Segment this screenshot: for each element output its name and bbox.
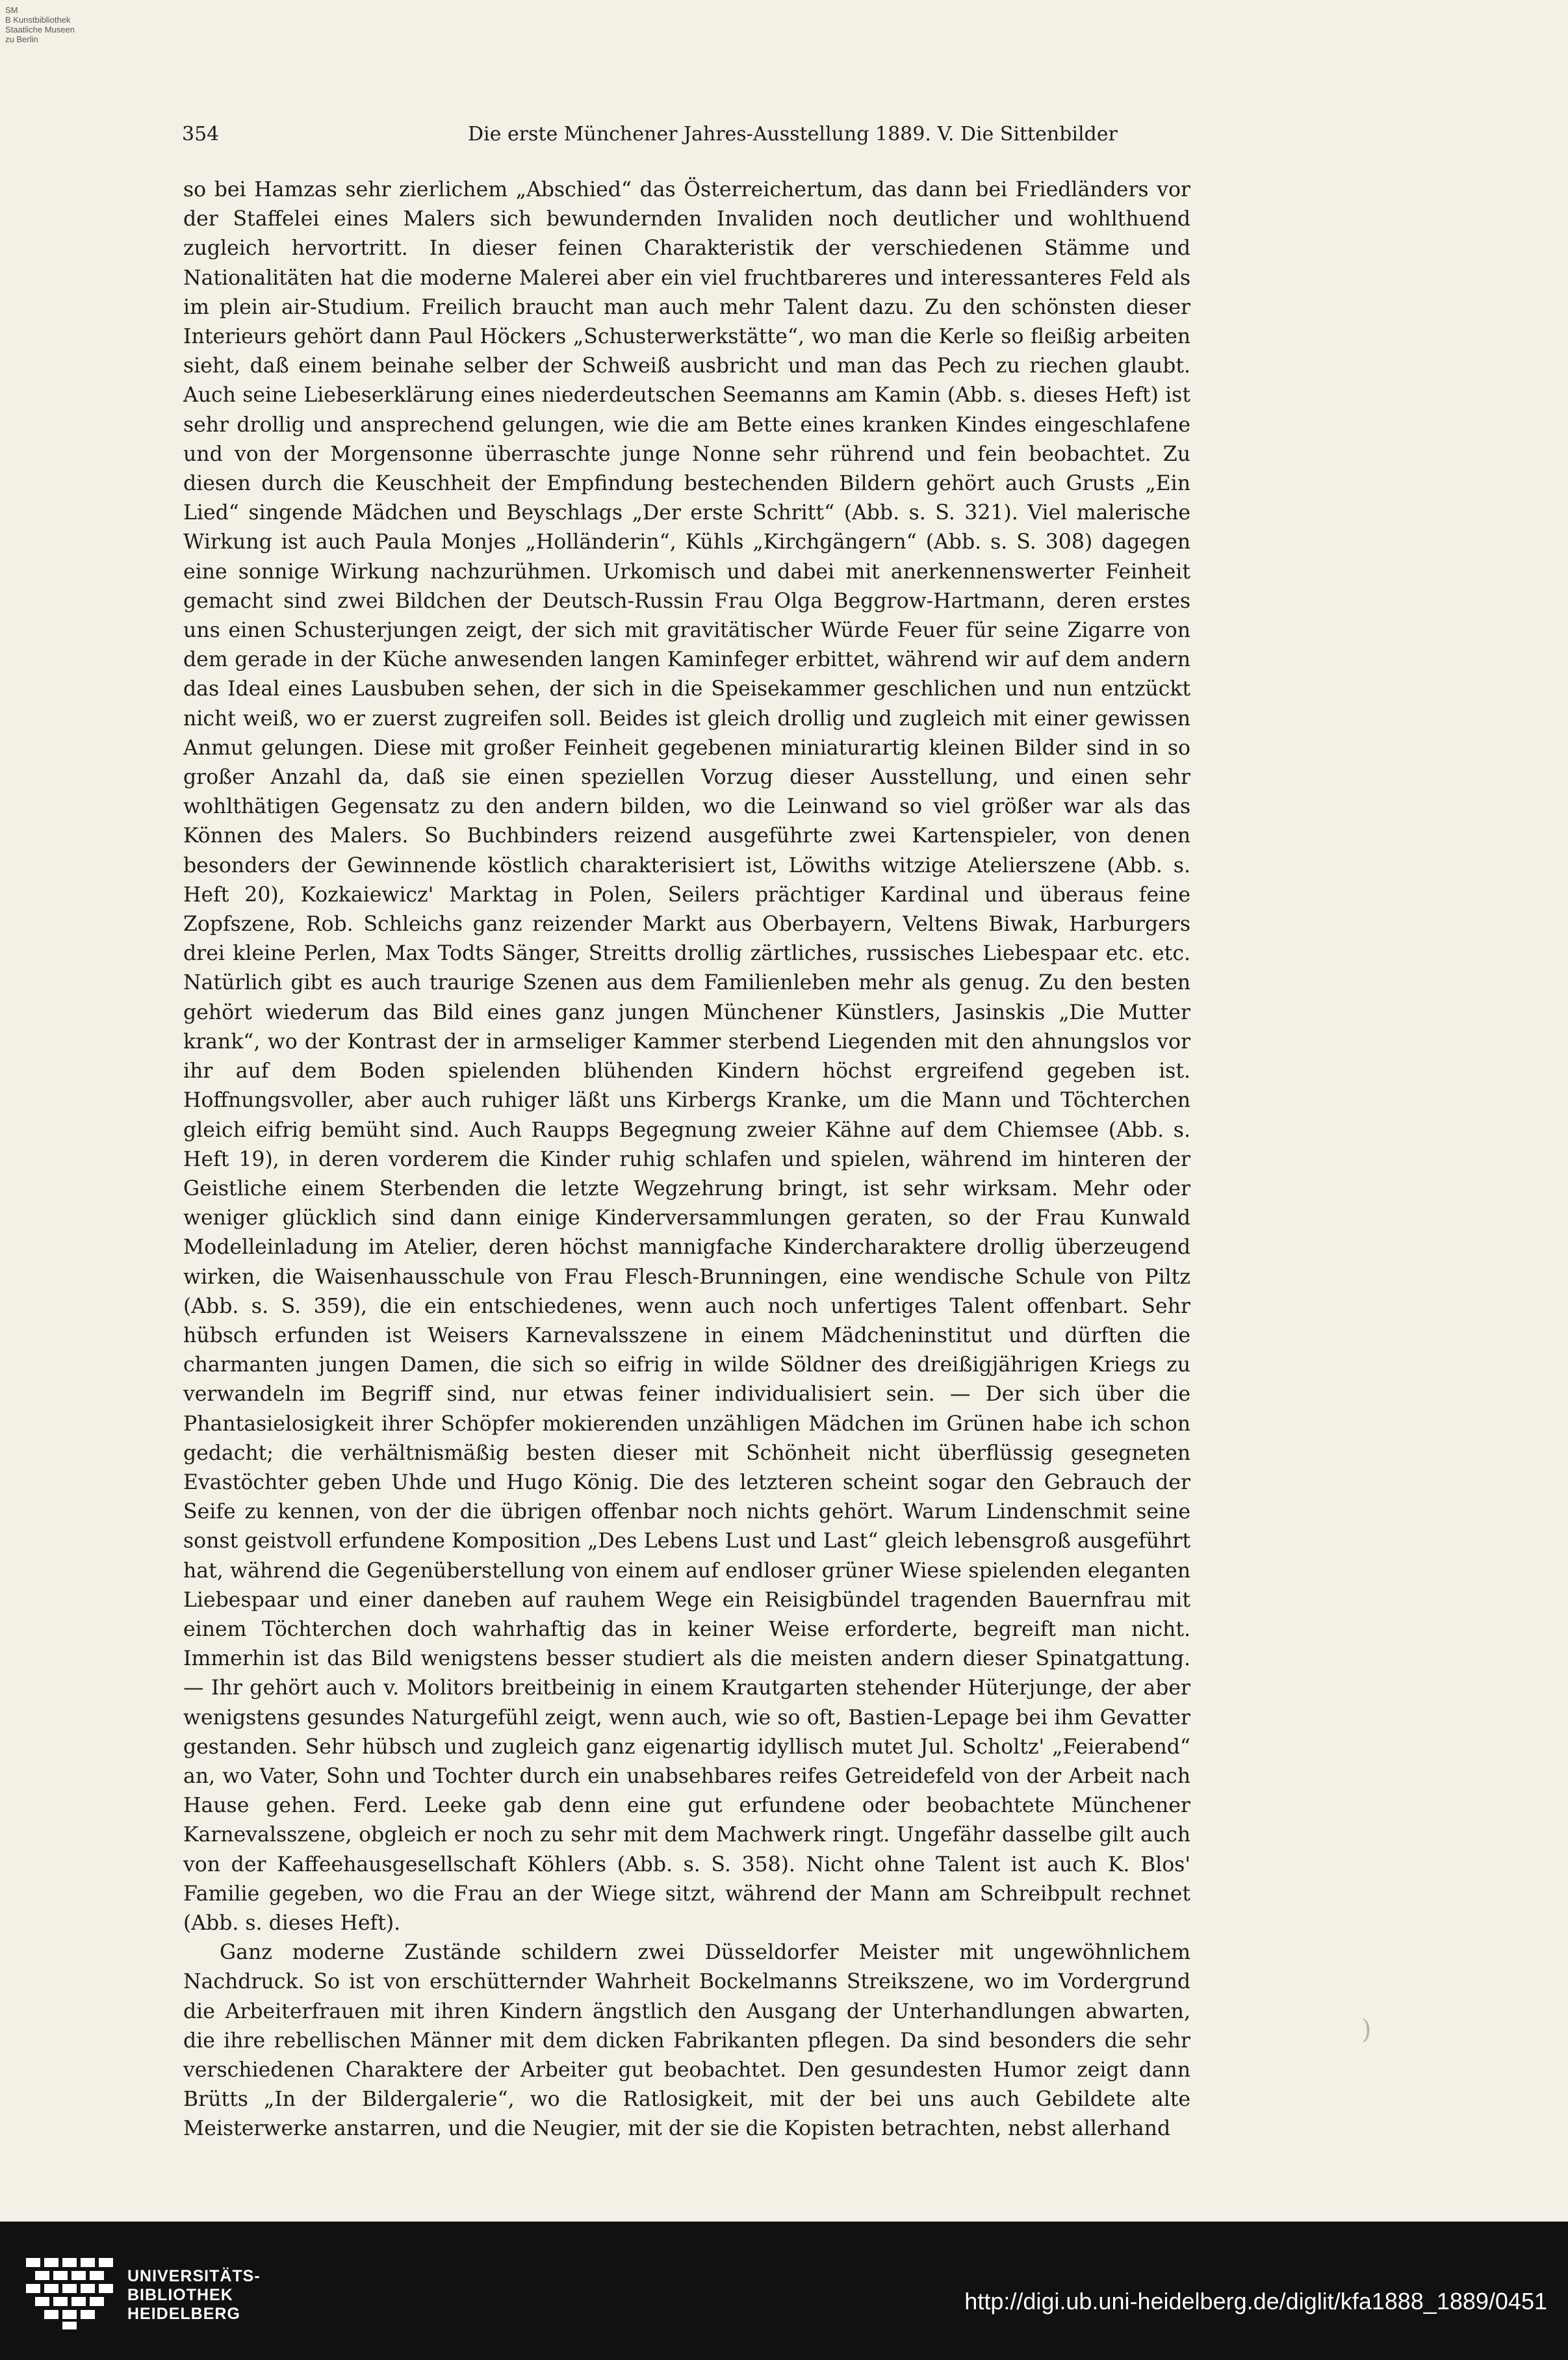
museum-stamp: [5, 5, 75, 44]
running-head: Die erste Münchener Jahres-Ausstellung 1889. V. Die Sittenbilder: [468, 123, 1118, 146]
margin-mark: ): [1361, 2015, 1372, 2045]
library-name-line: UNIVERSITÄTS-: [127, 2267, 261, 2285]
footer-bar: [0, 2222, 1568, 2360]
source-url-link[interactable]: http://digi.ub.uni-heidelberg.de/diglit/kfa1888_1889/0451: [964, 2288, 1547, 2315]
library-name-line: HEIDELBERG: [127, 2305, 240, 2323]
library-name: [127, 2267, 261, 2324]
paragraph: so bei Hamzas sehr zierlichem „Abschied“ das Österreichertum, das dann bei Friedländers vor der Staffelei eines Malers sich bewundernden Invaliden noch deutlicher und wohlthuend zugleich hervortritt. In dieser feinen Charakteristik der verschiedenen Stämme und Nationalitäten hat die moderne Malerei aber ein viel fruchtbareres und interessanteres Feld als im plein air-Studium. Freilich braucht man auch mehr Talent dazu. Zu den schönsten dieser Interieurs gehört dann Paul Höckers „Schusterwerkstätte“, wo man die Kerle so fleißig arbeiten sieht, daß einem beinahe selber der Schweiß ausbricht und man das Pech zu riechen glaubt. Auch seine Liebeserklärung eines niederdeutschen Seemanns am Kamin (Abb. s. dieses Heft) ist sehr drollig und ansprechend gelungen, wie die am Bette eines kranken Kindes eingeschlafene und von der Morgensonne überraschte junge Nonne sehr rührend und fein beobachtet. Zu diesen durch die Keuschheit der Empfindung bestechenden Bildern gehört auch Grusts „Ein Lied“ singende Mädchen und Beyschlags „Der erste Schritt“ (Abb. s. S. 321). Viel malerische Wirkung ist auch Paula Monjes „Holländerin“, Kühls „Kirchgängern“ (Abb. s. S. 308) dagegen eine sonnige Wirkung nachzurühmen. Urkomisch und dabei mit anerkennenswerter Feinheit gemacht sind zwei Bildchen der Deutsch-Russin Frau Olga Beggrow-Hartmann, deren erstes uns einen Schusterjungen zeigt, der sich mit gravitätischer Würde Feuer für seine Zigarre von dem gerade in der Küche anwesenden langen Kaminfeger erbittet, während wir auf dem andern das Ideal eines Lausbuben sehen, der sich in die Speisekammer geschlichen und nun entzückt nicht weiß, wo er zuerst zugreifen soll. Beides ist gleich drollig und zugleich mit einer gewissen Anmut gelungen. Diese mit großer Feinheit gegebenen miniaturartig kleinen Bilder sind in so großer Anzahl da, daß sie einen speziellen Vorzug dieser Ausstellung, und einen sehr wohlthätigen Gegensatz zu den andern bilden, wo die Leinwand so viel größer war als das Können des Malers. So Buchbinders reizend ausgeführte zwei Kartenspieler, von denen besonders der Gewinnende köstlich charakterisiert ist, Löwiths witzige Atelierszene (Abb. s. Heft 20), Kozkaiewicz' Marktag in Polen, Seilers prächtiger Kardinal und überaus feine Zopfszene, Rob. Schleichs ganz reizender Markt aus Oberbayern, Veltens Biwak, Harburgers drei kleine Perlen, Max Todts Sänger, Streitts drollig zärtliches, russisches Liebespaar etc. etc. Natürlich gibt es auch traurige Szenen aus dem Familienleben mehr als genug. Zu den besten gehört wiederum das Bild eines ganz jungen Münchener Künstlers, Jasinskis „Die Mutter krank“, wo der Kontrast der in armseliger Kammer sterbend Liegenden mit den ahnungslos vor ihr auf dem Boden spielenden blühenden Kindern höchst ergreifend gegeben ist. Hoffnungsvoller, aber auch ruhiger läßt uns Kirbergs Kranke, um die Mann und Töchterchen gleich eifrig bemüht sind. Auch Raupps Begegnung zweier Kähne auf dem Chiemsee (Abb. s. Heft 19), in deren vorderem die Kinder ruhig schlafen und spielen, während im hinteren der Geistliche einem Sterbenden die letzte Wegzehrung bringt, ist sehr wirksam. Mehr oder weniger glücklich sind dann einige Kinderversammlungen geraten, so der Frau Kunwald Modelleinladung im Atelier, deren höchst mannigfache Kindercharaktere drollig überzeugend wirken, die Waisenhausschule von Frau Flesch-Brunningen, eine wendische Schule von Piltz (Abb. s. S. 359), die ein entschiedenes, wenn auch noch unfertiges Talent offenbart. Sehr hübsch erfunden ist Weisers Karnevalsszene in einem Mädcheninstitut und dürften die charmanten jungen Damen, die sich so eifrig in wilde Söldner des dreißigjährigen Kriegs zu verwandeln im Begriff sind, nur etwas feiner individualisiert sein. — Der sich über die Phantasielosigkeit ihrer Schöpfer mokierenden unzähligen Mädchen im Grünen habe ich schon gedacht; die verhältnismäßig besten dieser mit Schönheit nicht überflüssig gesegneten Evastöchter geben Uhde und Hugo König. Die des letzteren scheint sogar den Gebrauch der Seife zu kennen, von der die übrigen offenbar noch nichts gehört. Warum Lindenschmit seine sonst geistvoll erfundene Komposition „Des Lebens Lust und Last“ gleich lebensgroß ausgeführt hat, während die Gegenüberstellung von einem auf endloser grüner Wiese spielenden eleganten Liebespaar und einer daneben auf rauhem Wege ein Reisigbündel tragenden Bauernfrau mit einem Töchterchen doch wahrhaftig das in keiner Weise erforderte, begreift man nicht. Immerhin ist das Bild wenigstens besser studiert als die meisten andern dieser Spinatgattung. — Ihr gehört auch v. Molitors breitbeinig in einem Krautgarten stehender Hüterjunge, der aber wenigstens gesundes Naturgefühl zeigt, wenn auch, wie so oft, Bastien-Lepage bei ihm Gevatter gestanden. Sehr hübsch und zugleich ganz eigenartig idyllisch mutet Jul. Scholtz' „Feierabend“ an, wo Vater, Sohn und Tochter durch ein unabsehbares reifes Getreidefeld von der Arbeit nach Hause gehen. Ferd. Leeke gab denn eine gut erfundene oder beobachtete Münchener Karnevalsszene, obgleich er noch zu sehr mit dem Machwerk ringt. Ungefähr dasselbe gilt auch von der Kaffeehausgesellschaft Köhlers (Abb. s. S. 358). Nicht ohne Talent ist auch K. Blos' Familie gegeben, wo die Frau an der Wiege sitzt, während der Mann am Schreibpult rechnet (Abb. s. dieses Heft).: [183, 178, 1190, 1935]
stamp-line: SM: [5, 5, 18, 15]
stamp-line: Staatliche Museen: [5, 25, 75, 34]
page-header: [182, 120, 1183, 154]
paragraph: Ganz moderne Zustände schildern zwei Düsseldorfer Meister mit ungewöhnlichem Nachdruck. So ist von erschütternder Wahrheit Bockelmanns Streikszene, wo im Vordergrund die Arbeiterfrauen mit ihren Kindern ängstlich den Ausgang der Unterhandlungen abwarten, die ihre rebellischen Männer mit dem dicken Fabrikanten pflegen. Da sind besonders die sehr verschiedenen Charaktere der Arbeiter gut beobachtet. Den gesundesten Humor zeigt dann Brütts „In der Bildergalerie“, wo die Ratlosigkeit, mit der bei uns auch Gebildete alte Meisterwerke anstarren, und die Neugier, mit der sie die Kopisten betrachten, nebst allerhand: [183, 1941, 1190, 2141]
library-name-line: BIBLIOTHEK: [127, 2286, 233, 2304]
stamp-line: zu Berlin: [5, 34, 38, 44]
stamp-line: B Kunstbibliothek: [5, 15, 71, 25]
university-seal-icon: [21, 2254, 118, 2332]
body-text: [183, 175, 1190, 2144]
page-number: 354: [182, 123, 220, 146]
